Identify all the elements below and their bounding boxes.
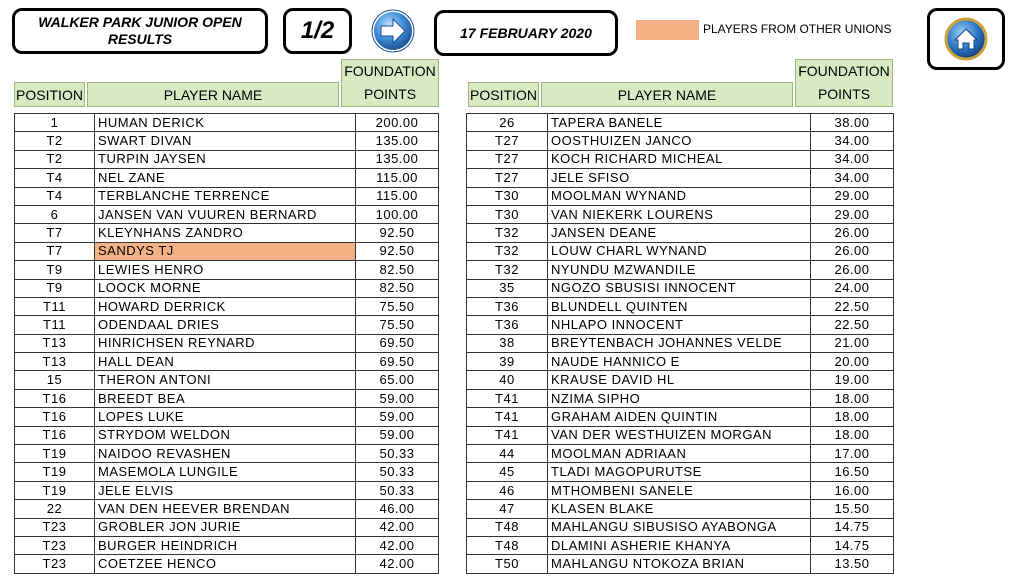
player-name-cell: MAHLANGU SIBUSISO AYABONGA — [548, 518, 811, 536]
player-name-cell: SANDYS TJ — [95, 242, 356, 260]
table-row — [15, 389, 439, 407]
points-cell: 59.00 — [356, 408, 439, 426]
table-row — [15, 279, 439, 297]
table-row — [15, 187, 439, 205]
player-name-cell: BLUNDELL QUINTEN — [548, 297, 811, 315]
player-name-cell: OOSTHUIZEN JANCO — [548, 132, 811, 150]
player-name-cell: VAN DEN HEEVER BRENDAN — [95, 500, 356, 518]
table-row — [15, 114, 439, 132]
points-cell: 200.00 — [356, 114, 439, 132]
table-row — [15, 205, 439, 223]
table-row — [15, 261, 439, 279]
player-name-cell: JELE ELVIS — [95, 481, 356, 499]
points-cell: 42.00 — [356, 536, 439, 554]
table-row — [467, 205, 894, 223]
table-row — [15, 426, 439, 444]
header-player-right — [541, 82, 793, 107]
position-cell: T30 — [467, 205, 548, 223]
player-name-cell: THERON ANTONI — [95, 371, 356, 389]
position-cell: T50 — [467, 555, 548, 573]
position-cell: T48 — [467, 518, 548, 536]
player-name-cell: BREEDT BEA — [95, 389, 356, 407]
legend-swatch — [636, 20, 699, 40]
points-cell: 14.75 — [811, 518, 894, 536]
player-name-cell: KLEYNHANS ZANDRO — [95, 224, 356, 242]
player-name-cell: NAIDOO REVASHEN — [95, 445, 356, 463]
table-row — [467, 150, 894, 168]
table-row — [15, 518, 439, 536]
player-name-cell: KRAUSE DAVID HL — [548, 371, 811, 389]
home-icon — [944, 17, 988, 61]
player-name-cell: NEL ZANE — [95, 169, 356, 187]
position-cell: T41 — [467, 408, 548, 426]
table-row — [467, 297, 894, 315]
table-row — [467, 169, 894, 187]
points-cell: 69.50 — [356, 334, 439, 352]
points-cell: 24.00 — [811, 279, 894, 297]
player-name-cell: JANSEN VAN VUUREN BERNARD — [95, 205, 356, 223]
points-cell: 16.50 — [811, 463, 894, 481]
points-cell: 50.33 — [356, 445, 439, 463]
points-cell: 21.00 — [811, 334, 894, 352]
table-row — [467, 114, 894, 132]
player-name-cell: COETZEE HENCO — [95, 555, 356, 573]
table-row — [467, 242, 894, 260]
player-name-cell: SWART DIVAN — [95, 132, 356, 150]
position-cell: T41 — [467, 389, 548, 407]
points-cell: 22.50 — [811, 297, 894, 315]
position-cell: 39 — [467, 353, 548, 371]
position-cell: T16 — [15, 408, 95, 426]
position-cell: 6 — [15, 205, 95, 223]
header-points-right — [795, 59, 893, 107]
table-row — [15, 132, 439, 150]
table-row — [15, 150, 439, 168]
player-name-cell: JANSEN DEANE — [548, 224, 811, 242]
table-row — [467, 500, 894, 518]
header-position-label: POSITION — [470, 86, 537, 103]
table-row — [467, 261, 894, 279]
position-cell: T16 — [15, 426, 95, 444]
points-cell: 34.00 — [811, 150, 894, 168]
table-row — [467, 132, 894, 150]
table-row — [467, 334, 894, 352]
table-row — [467, 536, 894, 554]
points-cell: 42.00 — [356, 518, 439, 536]
points-cell: 82.50 — [356, 261, 439, 279]
player-name-cell: HUMAN DERICK — [95, 114, 356, 132]
points-cell: 20.00 — [811, 353, 894, 371]
player-name-cell: NYUNDU MZWANDILE — [548, 261, 811, 279]
points-cell: 29.00 — [811, 205, 894, 223]
table-row — [15, 353, 439, 371]
player-name-cell: NAUDE HANNICO E — [548, 353, 811, 371]
position-cell: T11 — [15, 297, 95, 315]
table-row — [467, 279, 894, 297]
results-table-left — [14, 113, 439, 574]
results-table-right — [466, 113, 894, 574]
position-cell: T27 — [467, 132, 548, 150]
player-name-cell: BURGER HEINDRICH — [95, 536, 356, 554]
player-name-cell: GRAHAM AIDEN QUINTIN — [548, 408, 811, 426]
header-points-top-label: FOUNDATION — [344, 63, 436, 79]
player-name-cell: LOUW CHARL WYNAND — [548, 242, 811, 260]
header-player-label: PLAYER NAME — [163, 86, 263, 103]
header-points-top-label: FOUNDATION — [798, 63, 890, 79]
table-row — [15, 316, 439, 334]
home-button[interactable] — [927, 8, 1005, 70]
table-row — [467, 224, 894, 242]
table-row — [15, 555, 439, 573]
points-cell: 75.50 — [356, 297, 439, 315]
player-name-cell: NHLAPO INNOCENT — [548, 316, 811, 334]
position-cell: T9 — [15, 261, 95, 279]
position-cell: T19 — [15, 463, 95, 481]
player-name-cell: BREYTENBACH JOHANNES VELDE — [548, 334, 811, 352]
points-cell: 38.00 — [811, 114, 894, 132]
position-cell: 22 — [15, 500, 95, 518]
header-points-bottom-label: POINTS — [817, 86, 871, 102]
table-row — [15, 242, 439, 260]
points-cell: 115.00 — [356, 169, 439, 187]
position-cell: T36 — [467, 316, 548, 334]
points-cell: 59.00 — [356, 426, 439, 444]
player-name-cell: MASEMOLA LUNGILE — [95, 463, 356, 481]
table-row — [467, 389, 894, 407]
position-cell: 46 — [467, 481, 548, 499]
arrow-right-icon[interactable] — [371, 9, 415, 53]
table-row — [15, 500, 439, 518]
player-name-cell: LOOCK MORNE — [95, 279, 356, 297]
page-indicator — [283, 8, 352, 54]
points-cell: 26.00 — [811, 261, 894, 279]
player-name-cell: LOPES LUKE — [95, 408, 356, 426]
position-cell: T23 — [15, 518, 95, 536]
table-row — [467, 445, 894, 463]
position-cell: T7 — [15, 224, 95, 242]
table-row — [15, 408, 439, 426]
position-cell: 40 — [467, 371, 548, 389]
points-cell: 42.00 — [356, 555, 439, 573]
player-name-cell: DLAMINI ASHERIE KHANYA — [548, 536, 811, 554]
points-cell: 15.50 — [811, 500, 894, 518]
table-row — [15, 334, 439, 352]
date-box — [434, 10, 618, 56]
points-cell: 34.00 — [811, 132, 894, 150]
player-name-cell: GROBLER JON JURIE — [95, 518, 356, 536]
points-cell: 92.50 — [356, 242, 439, 260]
player-name-cell: HALL DEAN — [95, 353, 356, 371]
table-row — [467, 481, 894, 499]
table-row — [15, 224, 439, 242]
player-name-cell: HINRICHSEN REYNARD — [95, 334, 356, 352]
points-cell: 13.50 — [811, 555, 894, 573]
table-row — [467, 371, 894, 389]
position-cell: 45 — [467, 463, 548, 481]
position-cell: T48 — [467, 536, 548, 554]
title-box — [12, 8, 268, 54]
points-cell: 115.00 — [356, 187, 439, 205]
table-row — [467, 353, 894, 371]
header-position-right — [468, 82, 539, 107]
position-cell: T41 — [467, 426, 548, 444]
player-name-cell: KOCH RICHARD MICHEAL — [548, 150, 811, 168]
points-cell: 135.00 — [356, 150, 439, 168]
position-cell: T7 — [15, 242, 95, 260]
table-row — [467, 518, 894, 536]
points-cell: 59.00 — [356, 389, 439, 407]
points-cell: 82.50 — [356, 279, 439, 297]
position-cell: 35 — [467, 279, 548, 297]
player-name-cell: STRYDOM WELDON — [95, 426, 356, 444]
points-cell: 46.00 — [356, 500, 439, 518]
points-cell: 100.00 — [356, 205, 439, 223]
points-cell: 26.00 — [811, 242, 894, 260]
position-cell: T32 — [467, 242, 548, 260]
position-cell: 15 — [15, 371, 95, 389]
points-cell: 19.00 — [811, 371, 894, 389]
points-cell: 65.00 — [356, 371, 439, 389]
points-cell: 135.00 — [356, 132, 439, 150]
player-name-cell: MAHLANGU NTOKOZA BRIAN — [548, 555, 811, 573]
points-cell: 17.00 — [811, 445, 894, 463]
player-name-cell: LEWIES HENRO — [95, 261, 356, 279]
position-cell: T2 — [15, 132, 95, 150]
table-row — [467, 408, 894, 426]
position-cell: T13 — [15, 334, 95, 352]
player-name-cell: ODENDAAL DRIES — [95, 316, 356, 334]
points-cell: 50.33 — [356, 481, 439, 499]
header-points-left — [341, 59, 439, 107]
table-row — [15, 445, 439, 463]
player-name-cell: NZIMA SIPHO — [548, 389, 811, 407]
player-name-cell: KLASEN BLAKE — [548, 500, 811, 518]
table-row — [15, 536, 439, 554]
points-cell: 26.00 — [811, 224, 894, 242]
position-cell: 38 — [467, 334, 548, 352]
position-cell: 1 — [15, 114, 95, 132]
position-cell: 47 — [467, 500, 548, 518]
position-cell: 44 — [467, 445, 548, 463]
position-cell: T23 — [15, 536, 95, 554]
event-date: 17 FEBRUARY 2020 — [460, 25, 592, 41]
position-cell: T4 — [15, 169, 95, 187]
position-cell: T30 — [467, 187, 548, 205]
position-cell: T19 — [15, 481, 95, 499]
points-cell: 14.75 — [811, 536, 894, 554]
position-cell: T4 — [15, 187, 95, 205]
page-title: WALKER PARK JUNIOR OPEN RESULTS — [38, 14, 242, 47]
position-cell: T19 — [15, 445, 95, 463]
legend-label: PLAYERS FROM OTHER UNIONS — [703, 22, 892, 36]
table-row — [15, 463, 439, 481]
position-cell: T27 — [467, 150, 548, 168]
player-name-cell: TURPIN JAYSEN — [95, 150, 356, 168]
player-name-cell: TLADI MAGOPURUTSE — [548, 463, 811, 481]
header-position-left — [14, 82, 85, 107]
position-cell: T2 — [15, 150, 95, 168]
points-cell: 92.50 — [356, 224, 439, 242]
player-name-cell: VAN NIEKERK LOURENS — [548, 205, 811, 223]
position-cell: 26 — [467, 114, 548, 132]
player-name-cell: VAN DER WESTHUIZEN MORGAN — [548, 426, 811, 444]
table-row — [15, 297, 439, 315]
position-cell: T36 — [467, 297, 548, 315]
points-cell: 16.00 — [811, 481, 894, 499]
points-cell: 34.00 — [811, 169, 894, 187]
points-cell: 69.50 — [356, 353, 439, 371]
points-cell: 29.00 — [811, 187, 894, 205]
player-name-cell: TAPERA BANELE — [548, 114, 811, 132]
points-cell: 18.00 — [811, 408, 894, 426]
position-cell: T27 — [467, 169, 548, 187]
position-cell: T32 — [467, 261, 548, 279]
table-row — [467, 463, 894, 481]
player-name-cell: MTHOMBENI SANELE — [548, 481, 811, 499]
player-name-cell: MOOLMAN ADRIAAN — [548, 445, 811, 463]
points-cell: 75.50 — [356, 316, 439, 334]
header-points-bottom-label: POINTS — [363, 86, 417, 102]
position-cell: T32 — [467, 224, 548, 242]
player-name-cell: HOWARD DERRICK — [95, 297, 356, 315]
table-row — [15, 481, 439, 499]
points-cell: 22.50 — [811, 316, 894, 334]
player-name-cell: NGOZO SBUSISI INNOCENT — [548, 279, 811, 297]
position-cell: T23 — [15, 555, 95, 573]
page-number: 1/2 — [300, 17, 335, 44]
table-row — [467, 555, 894, 573]
table-row — [467, 316, 894, 334]
table-row — [467, 187, 894, 205]
header-player-label: PLAYER NAME — [617, 86, 717, 103]
header-position-label: POSITION — [16, 86, 83, 103]
points-cell: 50.33 — [356, 463, 439, 481]
points-cell: 18.00 — [811, 389, 894, 407]
table-row — [467, 426, 894, 444]
position-cell: T13 — [15, 353, 95, 371]
position-cell: T11 — [15, 316, 95, 334]
header-player-left — [87, 82, 339, 107]
points-cell: 18.00 — [811, 426, 894, 444]
player-name-cell: JELE SFISO — [548, 169, 811, 187]
player-name-cell: MOOLMAN WYNAND — [548, 187, 811, 205]
table-row — [15, 371, 439, 389]
player-name-cell: TERBLANCHE TERRENCE — [95, 187, 356, 205]
position-cell: T9 — [15, 279, 95, 297]
position-cell: T16 — [15, 389, 95, 407]
table-row — [15, 169, 439, 187]
